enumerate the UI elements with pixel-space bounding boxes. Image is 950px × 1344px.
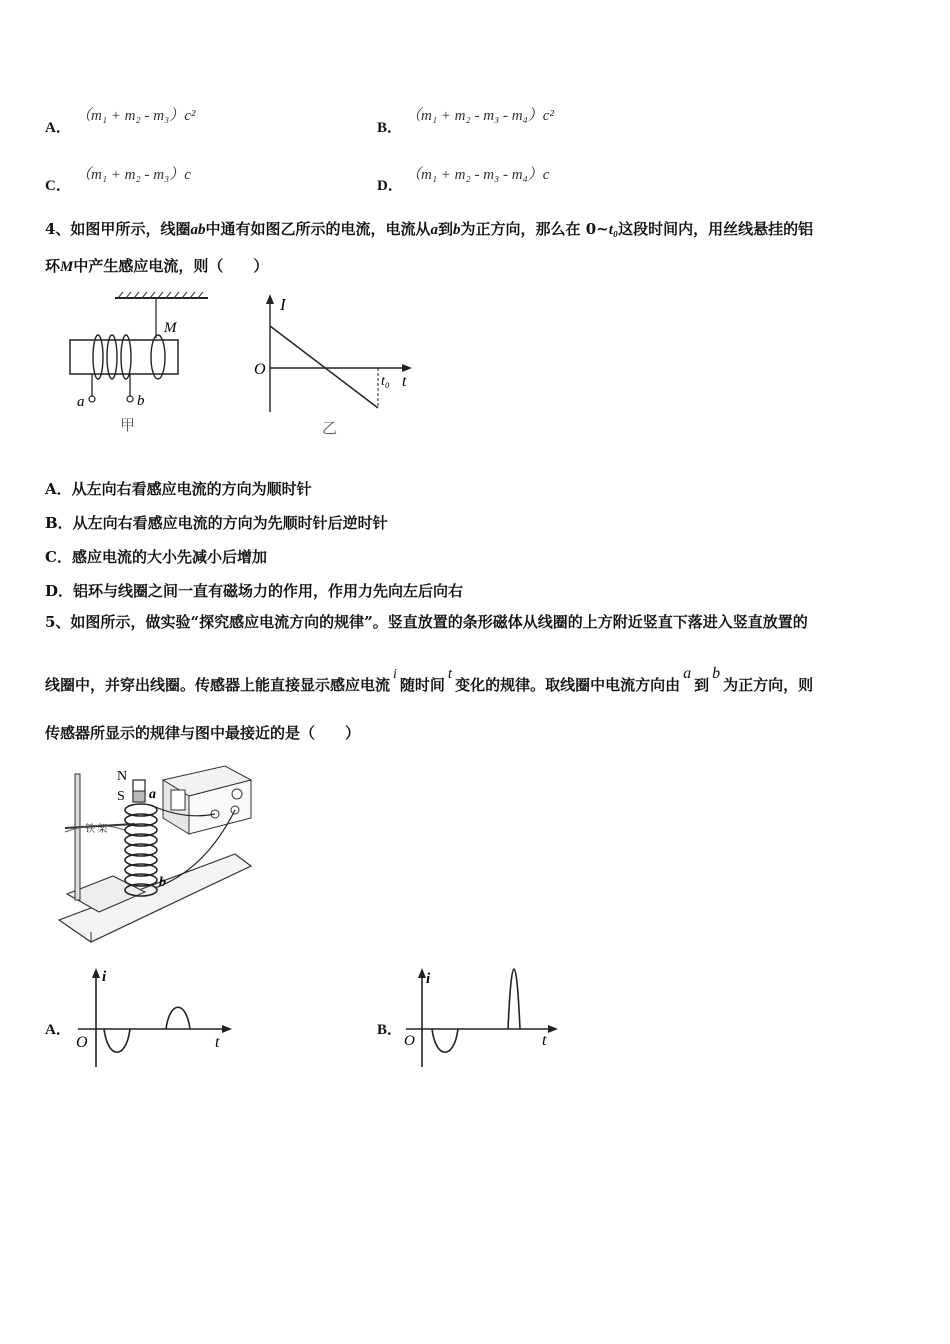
q4-figure-jia [60, 288, 220, 438]
q4-jia-label-m: M [164, 320, 177, 336]
q4-jia-label-b: b [137, 393, 145, 409]
q5-coil-b: b [159, 875, 166, 890]
q4-figure-yi [250, 290, 420, 440]
q5-b-label-o: O [404, 1033, 415, 1049]
q5-magnet-n: N [117, 769, 128, 784]
q4-option-d: D．铝环与线圈之间一直有磁场力的作用，作用力先向左后向右 [45, 582, 464, 600]
q5-option-b-label: B． [377, 1022, 403, 1038]
q5-option-a-label: A． [45, 1022, 71, 1038]
q3-option-b-label: B． [377, 120, 403, 136]
q4-yi-label-t: t [402, 373, 407, 390]
q5-apparatus-figure [55, 760, 255, 945]
q5-b-label-i: i [426, 971, 431, 987]
q4-yi-label-i: I [280, 295, 286, 314]
q5-a-label-t: t [215, 1034, 220, 1051]
q4-option-b: B．从左向右看感应电流的方向为先顺时针后逆时针 [45, 514, 388, 532]
q5-stand-text: 铁 架 [85, 824, 108, 835]
q3-option-d-formula: （m₁ + m₂ - m₃ - m₄）c [406, 167, 550, 183]
q4-yi-label-o: O [254, 361, 266, 378]
q5-stem-line1: 5、如图所示，做实验“探究感应电流方向的规律”。竖直放置的条形磁体从线圈的上方附近竖直下落进入竖直放置的 [45, 613, 808, 631]
q4-stem-line2: 环M中产生感应电流，则（ ） [45, 257, 269, 275]
q4-jia-caption: 甲 [120, 418, 136, 434]
q5-coil-a: a [149, 787, 156, 802]
q4-jia-label-a: a [77, 394, 85, 410]
q3-option-c-formula: （m₁ + m₂ - m₃）c [76, 167, 191, 183]
q4-yi-label-t0: t₀ [381, 374, 390, 389]
q5-magnet-s: S [117, 789, 125, 804]
q4-option-c: C．感应电流的大小先减小后增加 [45, 548, 267, 566]
q5-a-label-i: i [102, 969, 107, 985]
q3-option-a-formula: （m₁ + m₂ - m₃）c² [76, 108, 196, 124]
q5-stem-line2: 线圈中，并穿出线圈。传感器上能直接显示感应电流i随时间t变化的规律。取线圈中电流方向由a到b为正方向，则 [45, 665, 814, 694]
q3-option-c-label: C． [45, 178, 71, 194]
q5-b-label-t: t [542, 1032, 547, 1049]
q3-option-d-label: D． [377, 178, 403, 194]
q4-yi-caption: 乙 [322, 421, 338, 437]
q3-option-a-label: A． [45, 120, 71, 136]
q5-option-a-graph [70, 965, 240, 1073]
q5-option-b-graph [402, 965, 567, 1073]
q4-stem-line1: 4、如图甲所示，线圈ab中通有如图乙所示的电流，电流从a到b为正方向，那么在 0~t₀这段时间内，用丝线悬挂的铝 [45, 220, 814, 238]
q5-a-label-o: O [76, 1034, 88, 1051]
q3-option-b-formula: （m₁ + m₂ - m₃ - m₄）c² [406, 108, 554, 124]
q5-stem-line3: 传感器所显示的规律与图中最接近的是（ ） [45, 724, 361, 742]
q4-option-a: A．从左向右看感应电流的方向为顺时针 [45, 480, 312, 498]
